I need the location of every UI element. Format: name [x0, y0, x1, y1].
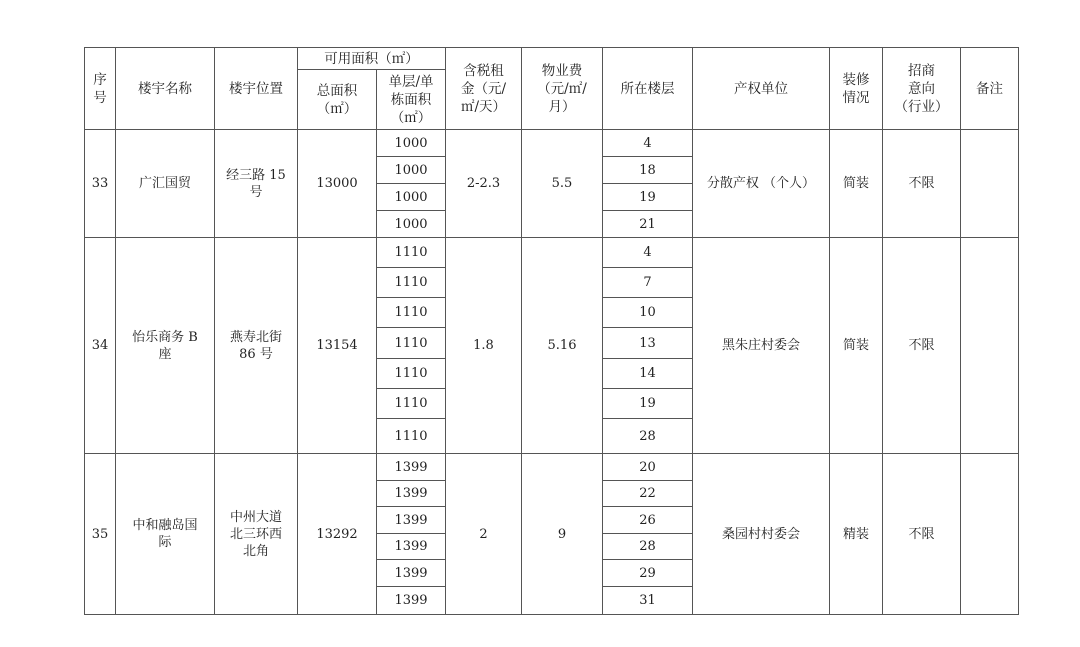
cell-floor: 28	[603, 534, 693, 560]
header-intent: 招商 意向 （行业）	[883, 48, 961, 130]
cell-decoration: 简装	[830, 238, 883, 454]
cell-floor: 28	[603, 419, 693, 454]
cell-rent: 2	[446, 454, 522, 615]
cell-intent: 不限	[883, 238, 961, 454]
cell-seq: 33	[85, 130, 116, 238]
cell-seq: 35	[85, 454, 116, 615]
table-body	[85, 130, 1019, 615]
cell-owner: 桑园村村委会	[693, 454, 830, 615]
header-owner: 产权单位	[693, 48, 830, 130]
cell-unit-area: 1110	[377, 359, 446, 389]
cell-unit-area: 1399	[377, 507, 446, 534]
header-rent: 含税租 金（元/ ㎡/天）	[446, 48, 522, 130]
cell-total-area: 13292	[298, 454, 377, 615]
cell-owner: 黑朱庄村委会	[693, 238, 830, 454]
cell-rent: 1.8	[446, 238, 522, 454]
cell-unit-area: 1000	[377, 184, 446, 211]
cell-building-name: 广汇国贸	[116, 130, 215, 238]
cell-owner: 分散产权 （个人）	[693, 130, 830, 238]
cell-floor: 19	[603, 389, 693, 419]
cell-property-fee: 5.5	[522, 130, 603, 238]
cell-remark	[961, 238, 1019, 454]
cell-floor: 14	[603, 359, 693, 389]
cell-unit-area: 1000	[377, 211, 446, 238]
property-listing-table-container	[84, 47, 1018, 615]
cell-unit-area: 1110	[377, 389, 446, 419]
cell-floor: 4	[603, 130, 693, 157]
cell-floor: 22	[603, 481, 693, 507]
cell-remark	[961, 130, 1019, 238]
cell-remark	[961, 454, 1019, 615]
cell-floor: 4	[603, 238, 693, 268]
cell-property-fee: 5.16	[522, 238, 603, 454]
cell-unit-area: 1000	[377, 130, 446, 157]
cell-building-location: 燕寿北街 86 号	[215, 238, 298, 454]
cell-unit-area: 1110	[377, 419, 446, 454]
cell-unit-area: 1399	[377, 481, 446, 507]
table-row	[85, 130, 1019, 157]
cell-floor: 29	[603, 560, 693, 587]
cell-property-fee: 9	[522, 454, 603, 615]
cell-floor: 10	[603, 298, 693, 328]
header-available-area: 可用面积（㎡）	[298, 48, 446, 70]
header-unit-area: 单层/单 栋面积 （㎡）	[377, 70, 446, 130]
cell-intent: 不限	[883, 454, 961, 615]
table-row	[85, 454, 1019, 481]
cell-unit-area: 1399	[377, 560, 446, 587]
cell-unit-area: 1399	[377, 534, 446, 560]
cell-building-name: 中和融岛国 际	[116, 454, 215, 615]
property-listing-table	[84, 47, 1019, 615]
header-total-area: 总面积 （㎡）	[298, 70, 377, 130]
cell-total-area: 13000	[298, 130, 377, 238]
cell-floor: 21	[603, 211, 693, 238]
cell-floor: 18	[603, 157, 693, 184]
cell-unit-area: 1110	[377, 238, 446, 268]
cell-unit-area: 1000	[377, 157, 446, 184]
cell-unit-area: 1399	[377, 454, 446, 481]
header-property-fee: 物业费 （元/㎡/ 月）	[522, 48, 603, 130]
cell-decoration: 精装	[830, 454, 883, 615]
cell-unit-area: 1110	[377, 268, 446, 298]
header-building-location: 楼宇位置	[215, 48, 298, 130]
cell-unit-area: 1110	[377, 298, 446, 328]
cell-floor: 13	[603, 328, 693, 359]
cell-total-area: 13154	[298, 238, 377, 454]
cell-rent: 2-2.3	[446, 130, 522, 238]
cell-unit-area: 1399	[377, 587, 446, 615]
table-row	[85, 238, 1019, 268]
header-remark: 备注	[961, 48, 1019, 130]
cell-floor: 7	[603, 268, 693, 298]
header-floor: 所在楼层	[603, 48, 693, 130]
cell-floor: 31	[603, 587, 693, 615]
cell-floor: 26	[603, 507, 693, 534]
cell-seq: 34	[85, 238, 116, 454]
cell-floor: 19	[603, 184, 693, 211]
cell-building-name: 怡乐商务 B 座	[116, 238, 215, 454]
cell-decoration: 简装	[830, 130, 883, 238]
cell-building-location: 中州大道 北三环西 北角	[215, 454, 298, 615]
header-building-name: 楼宇名称	[116, 48, 215, 130]
cell-unit-area: 1110	[377, 328, 446, 359]
cell-floor: 20	[603, 454, 693, 481]
header-decoration: 装修 情况	[830, 48, 883, 130]
header-seq: 序 号	[85, 48, 116, 130]
cell-intent: 不限	[883, 130, 961, 238]
cell-building-location: 经三路 15 号	[215, 130, 298, 238]
